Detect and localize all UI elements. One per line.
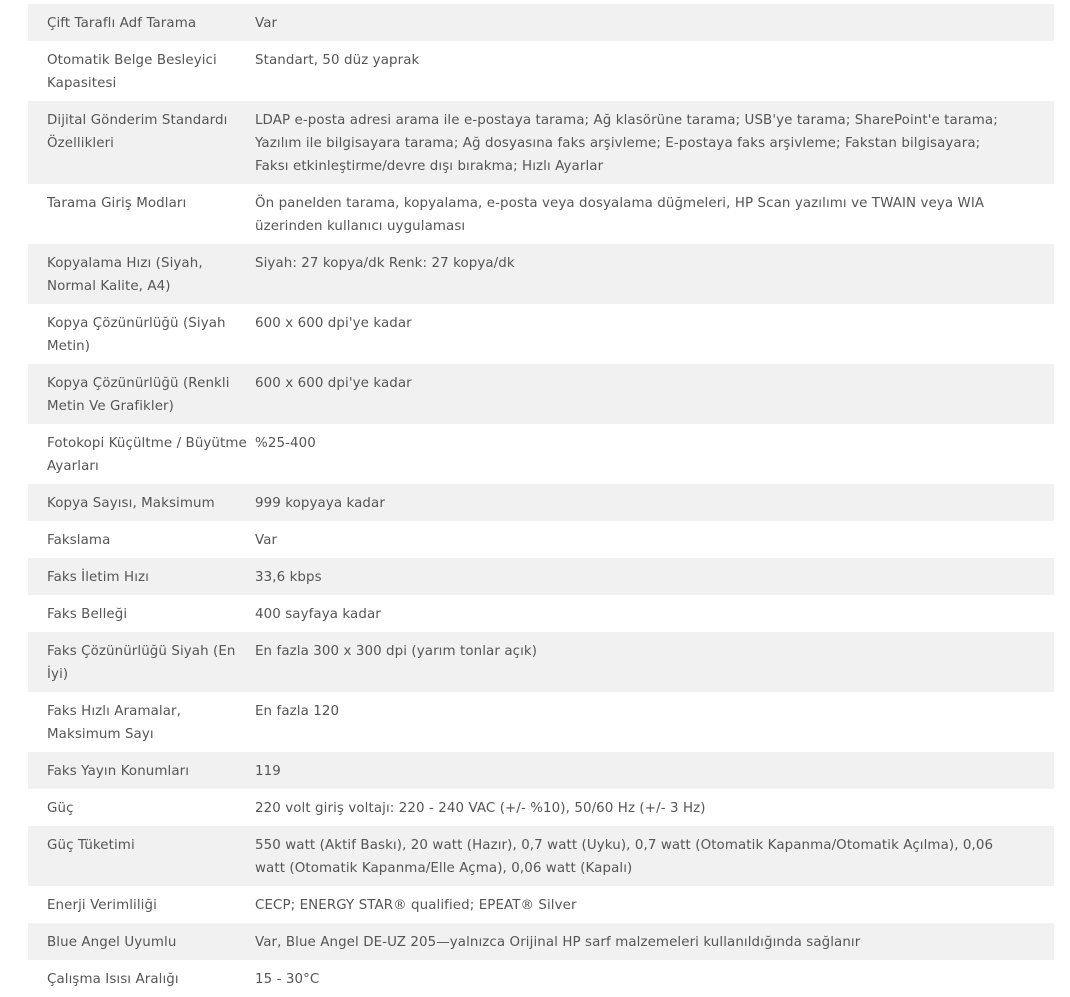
- spec-row: [28, 304, 1054, 364]
- spec-label: Tarama Giriş Modları: [47, 196, 187, 211]
- spec-row: [28, 752, 1054, 789]
- spec-label: Kopya Sayısı, Maksimum: [47, 496, 215, 511]
- spec-value: %25-400: [255, 436, 316, 451]
- spec-row: [28, 692, 1054, 752]
- spec-value: Standart, 50 düz yaprak: [255, 53, 420, 68]
- spec-row: [28, 101, 1054, 184]
- spec-row: [28, 558, 1054, 595]
- spec-row: [28, 960, 1054, 997]
- spec-label: Kopya Çözünürlüğü (Siyah Metin): [47, 316, 226, 354]
- spec-row: [28, 41, 1054, 101]
- spec-label: Güç Tüketimi: [47, 838, 135, 853]
- spec-value: CECP; ENERGY STAR® qualified; EPEAT® Silver: [255, 898, 577, 913]
- spec-row: [28, 424, 1054, 484]
- spec-value: 600 x 600 dpi'ye kadar: [255, 376, 412, 391]
- spec-value: Var, Blue Angel DE-UZ 205—yalnızca Orijinal HP sarf malzemeleri kullanıldığında sağlanır: [255, 935, 861, 950]
- spec-row: [28, 826, 1054, 886]
- spec-label: Çift Taraflı Adf Tarama: [47, 16, 197, 31]
- spec-value: 999 kopyaya kadar: [255, 496, 385, 511]
- spec-row: [28, 364, 1054, 424]
- spec-value: LDAP e-posta adresi arama ile e-postaya tarama; Ağ klasörüne tarama; USB'ye tarama; SharePoint'e tarama; Yazılım ile bilgisayara tarama; Ağ dosyasına faks arşivleme; E-postaya faks arşivleme; Fakstan bilgisayara; Faksı etkinleştirme/devre dışı bırakma; Hızlı Ayarlar: [255, 113, 998, 174]
- spec-label: Faks İletim Hızı: [47, 570, 149, 585]
- spec-value: Var: [255, 533, 278, 548]
- spec-value: 220 volt giriş voltajı: 220 - 240 VAC (+/- %10), 50/60 Hz (+/- 3 Hz): [255, 801, 706, 816]
- spec-value: 600 x 600 dpi'ye kadar: [255, 316, 412, 331]
- spec-row: [28, 632, 1054, 692]
- spec-label: Faks Belleği: [47, 607, 128, 622]
- specifications-table-body: [28, 4, 1054, 997]
- spec-value: 119: [255, 764, 281, 779]
- specifications-table: [28, 4, 1054, 997]
- spec-row: [28, 484, 1054, 521]
- spec-label: Faks Hızlı Aramalar, Maksimum Sayı: [47, 704, 181, 742]
- spec-value: En fazla 300 x 300 dpi (yarım tonlar açık): [255, 644, 538, 659]
- spec-label: Çalışma Isısı Aralığı: [47, 972, 179, 987]
- spec-label: Fotokopi Küçültme / Büyütme Ayarları: [47, 436, 247, 474]
- spec-label: Enerji Verimliliği: [47, 898, 157, 913]
- spec-row: [28, 184, 1054, 244]
- spec-row: [28, 789, 1054, 826]
- spec-label: Otomatik Belge Besleyici Kapasitesi: [47, 53, 217, 91]
- spec-value: Siyah: 27 kopya/dk Renk: 27 kopya/dk: [255, 256, 515, 271]
- spec-row: [28, 521, 1054, 558]
- spec-row: [28, 923, 1054, 960]
- spec-value: 15 - 30°C: [255, 972, 320, 987]
- spec-label: Faks Yayın Konumları: [47, 764, 190, 779]
- spec-value: 400 sayfaya kadar: [255, 607, 381, 622]
- spec-label: Kopya Çözünürlüğü (Renkli Metin Ve Grafikler): [47, 376, 230, 414]
- spec-value: 550 watt (Aktif Baskı), 20 watt (Hazır), 0,7 watt (Uyku), 0,7 watt (Otomatik Kapanma/Otomatik Açılma), 0,06 watt (Otomatik Kapanma/Elle Açma), 0,06 watt (Kapalı): [255, 838, 994, 876]
- spec-row: [28, 886, 1054, 923]
- spec-label: Blue Angel Uyumlu: [47, 935, 177, 950]
- spec-label: Dijital Gönderim Standardı Özellikleri: [47, 113, 228, 151]
- spec-value: 33,6 kbps: [255, 570, 322, 585]
- spec-value: En fazla 120: [255, 704, 340, 719]
- spec-row: [28, 244, 1054, 304]
- spec-value: Var: [255, 16, 278, 31]
- spec-label: Faks Çözünürlüğü Siyah (En İyi): [47, 644, 236, 682]
- spec-row: [28, 595, 1054, 632]
- spec-label: Kopyalama Hızı (Siyah, Normal Kalite, A4): [47, 256, 203, 294]
- spec-label: Fakslama: [47, 533, 111, 548]
- spec-label: Güç: [47, 801, 74, 816]
- spec-value: Ön panelden tarama, kopyalama, e-posta veya dosyalama düğmeleri, HP Scan yazılımı ve TWAIN veya WIA üzerinden kullanıcı uygulaması: [255, 196, 985, 234]
- spec-row: [28, 4, 1054, 41]
